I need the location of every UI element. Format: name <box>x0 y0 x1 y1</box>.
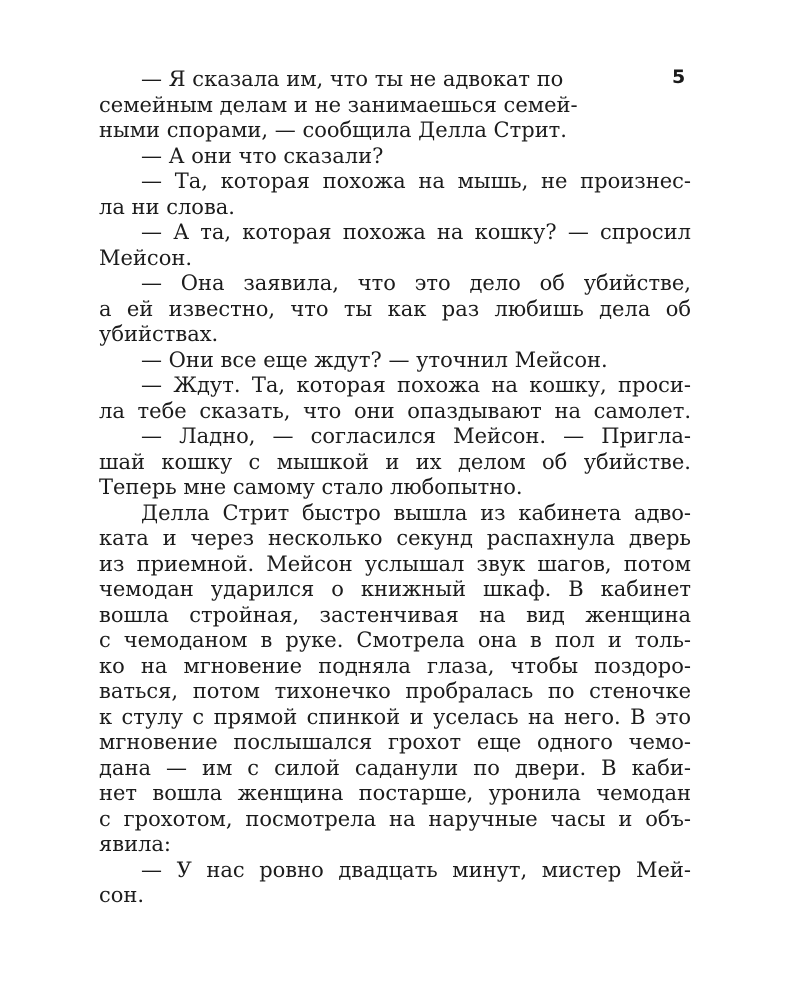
text-line: а ей известно, что ты как раз любишь дела об <box>99 296 691 321</box>
text-body <box>99 67 691 909</box>
text-line: — А они что сказали? <box>141 143 384 168</box>
text-line: с грохотом, посмотрела на наручные часы и объ- <box>99 806 691 831</box>
text-line: — Они все еще ждут? — уточнил Мейсон. <box>141 347 608 372</box>
text-line: ко на мгновение подняла глаза, чтобы поздоро- <box>99 653 691 678</box>
text-line: нет вошла женщина постарше, уронила чемодан <box>99 781 691 805</box>
text-line: — Ждут. Та, которая похожа на кошку, проси- <box>141 373 691 397</box>
text-line: ными спорами, — сообщила Делла Стрит. <box>99 118 567 142</box>
text-line: дана — им с силой саданули по двери. В каби- <box>99 755 691 780</box>
text-line: Делла Стрит быстро вышла из кабинета адво- <box>141 500 691 525</box>
text-line: убийствах. <box>99 322 219 346</box>
text-line: Мейсон. <box>99 245 193 270</box>
text-line: с чемоданом в руке. Смотрела она в пол и толь- <box>99 628 691 652</box>
text-line: сон. <box>99 883 145 907</box>
text-line: — Та, которая похожа на мышь, не произнес- <box>141 169 691 193</box>
text-line: ката и через несколько секунд распахнула дверь <box>99 526 691 550</box>
text-line: к стулу с прямой спинкой и уселась на него. В это <box>99 704 691 729</box>
text-line: — У нас ровно двадцать минут, мистер Мей- <box>141 857 691 882</box>
text-line: шай кошку с мышкой и их делом об убийстве. <box>99 449 691 474</box>
text-line: вошла стройная, застенчивая на вид женщина <box>99 602 691 627</box>
text-line: из приемной. Мейсон услышал звук шагов, потом <box>99 551 691 576</box>
page-number: 5 <box>672 66 686 88</box>
text-line: ла тебе сказать, что они опаздывают на самолет. <box>99 398 691 423</box>
text-line: Теперь мне самому стало любопытно. <box>99 475 523 499</box>
text-line: мгновение послышался грохот еще одного чемо- <box>99 730 691 754</box>
text-line: — А та, которая похожа на кошку? — спросил <box>141 220 691 244</box>
text-line: — Ладно, — согласился Мейсон. — Пригла- <box>141 424 691 448</box>
text-line: — Я сказала им, что ты не адвокат по <box>141 67 564 91</box>
text-line: — Она заявила, что это дело об убийстве, <box>141 271 691 295</box>
text-line: ваться, потом тихонечко пробралась по стеночке <box>99 679 691 703</box>
text-line: ла ни слова. <box>99 194 235 219</box>
text-line: чемодан ударился о книжный шкаф. В кабинет <box>99 577 691 601</box>
text-line: явила: <box>99 832 172 856</box>
text-line: семейным делам и не занимаешься семей- <box>99 92 578 117</box>
